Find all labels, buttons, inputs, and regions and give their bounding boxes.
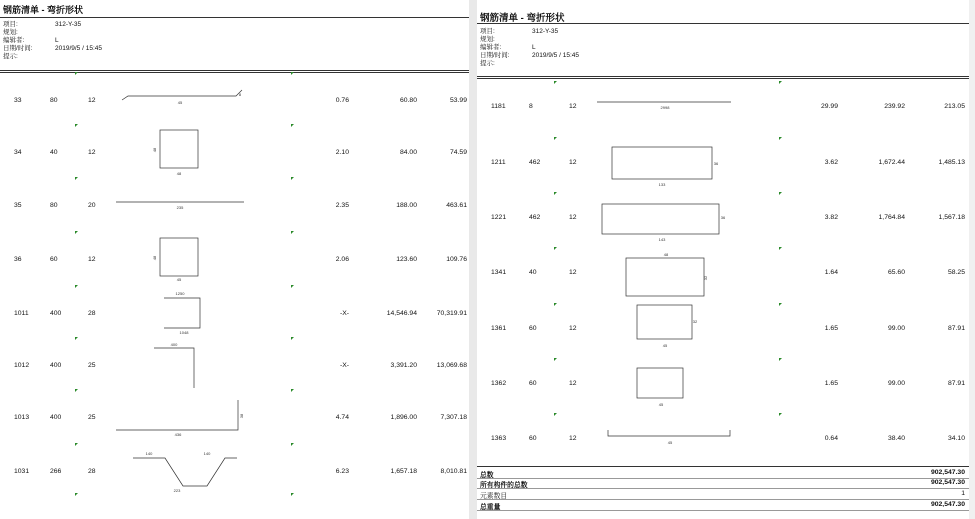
cell-n: 60 <box>50 256 58 263</box>
cell-n: 40 <box>50 149 58 156</box>
cell-len: 3.62 <box>824 159 838 166</box>
cell-n: 80 <box>50 97 58 104</box>
bend-shape-diagram <box>114 198 248 212</box>
cell-weight: 87.91 <box>947 380 965 387</box>
cell-weight: 1,485.13 <box>938 159 965 166</box>
cell-len: 2.10 <box>335 149 349 156</box>
cell-weight: 7,307.18 <box>440 414 467 421</box>
cell-n: 400 <box>50 414 62 421</box>
table-row <box>477 269 975 279</box>
dimension-label: 32 <box>692 319 698 324</box>
dimension-label: 45 <box>658 402 664 407</box>
marker-flag-icon <box>291 177 294 180</box>
cell-d: 12 <box>569 269 577 276</box>
bend-shape-diagram <box>150 342 200 390</box>
cell-weight: 109.76 <box>446 256 467 263</box>
dimension-label: 45 <box>662 343 668 348</box>
cell-len: 3.82 <box>824 214 838 221</box>
cell-pos: 1221 <box>491 214 507 221</box>
marker-flag-icon <box>554 358 557 361</box>
dimension-label: 8 <box>238 92 242 97</box>
divider <box>0 72 469 73</box>
cell-weight: 13,069.68 <box>436 362 467 369</box>
dimension-label: 36 <box>713 161 719 166</box>
cell-len: 1.65 <box>824 325 838 332</box>
bend-shape-diagram <box>114 398 248 440</box>
summary-value: 1 <box>961 490 965 497</box>
cell-n: 80 <box>50 202 58 209</box>
marker-flag-icon <box>75 285 78 288</box>
cell-pos: 1181 <box>491 103 506 110</box>
doc-title: 钢筋清单 - 弯折形状 <box>3 5 83 15</box>
cell-len: 0.64 <box>824 435 838 442</box>
doc-title: 钢筋清单 - 弯折形状 <box>480 13 565 24</box>
cell-d: 12 <box>88 97 96 104</box>
cell-pos: 34 <box>14 149 22 156</box>
cell-weight: 58.25 <box>947 269 965 276</box>
marker-flag-icon <box>291 493 294 496</box>
cell-len: 1.64 <box>824 269 838 276</box>
cell-n: 400 <box>50 362 62 369</box>
cell-total: 1,896.00 <box>390 414 417 421</box>
divider <box>477 23 975 24</box>
marker-flag-icon <box>779 192 782 195</box>
divider <box>477 78 975 79</box>
dimension-label: 143 <box>658 237 666 242</box>
cell-n: 266 <box>50 468 62 475</box>
summary-value: 902,547.30 <box>930 469 965 476</box>
cell-total: 239.92 <box>884 103 905 110</box>
cell-n: 60 <box>529 380 537 387</box>
dimension-label: 36 <box>720 215 726 220</box>
cell-d: 12 <box>569 103 577 110</box>
marker-flag-icon <box>75 443 78 446</box>
marker-flag-icon <box>291 443 294 446</box>
bend-shape-diagram <box>635 303 697 349</box>
cell-len: -X- <box>339 362 349 369</box>
summary-label: 总重量 <box>480 504 501 511</box>
summary-label: 总数 <box>480 472 494 479</box>
cell-n: 40 <box>529 269 537 276</box>
table-row <box>477 159 975 169</box>
marker-flag-icon <box>75 493 78 496</box>
cell-n: 400 <box>50 310 62 317</box>
marker-flag-icon <box>75 177 78 180</box>
cell-weight: 34.10 <box>947 435 965 442</box>
marker-flag-icon <box>554 192 557 195</box>
cell-d: 12 <box>569 325 577 332</box>
dimension-label: 1048 <box>179 330 189 335</box>
table-row <box>0 256 469 266</box>
marker-flag-icon <box>291 389 294 392</box>
cell-d: 12 <box>88 149 96 156</box>
marker-flag-icon <box>554 137 557 140</box>
dimension-label: 436 <box>174 432 182 437</box>
divider <box>0 17 469 18</box>
cell-weight: 463.61 <box>446 202 467 209</box>
cell-total: 188.00 <box>396 202 417 209</box>
marker-flag-icon <box>554 247 557 250</box>
cell-d: 12 <box>569 214 577 221</box>
bend-shape-diagram <box>622 252 708 298</box>
divider <box>477 76 975 77</box>
cell-weight: 1,567.18 <box>938 214 965 221</box>
meta-block: 项目: 312-Y-35 规划: 编辑者: L 日期/时间: 2019/9/5 / 15:45 提示: <box>480 28 579 67</box>
table-row <box>0 310 469 320</box>
cell-weight: 8,010.81 <box>440 468 467 475</box>
dimension-label: 2998 <box>660 105 670 110</box>
cell-total: 1,764.84 <box>878 214 905 221</box>
marker-flag-icon <box>75 337 78 340</box>
meta-block: 项目: 312-Y-35 规划: 编辑者: L 日期/时间: 2019/9/5 / 15:45 提示: <box>3 21 102 60</box>
bend-shape-diagram <box>125 448 235 494</box>
marker-flag-icon <box>75 72 78 75</box>
divider <box>477 488 975 489</box>
cell-pos: 1013 <box>14 414 30 421</box>
divider <box>477 466 975 467</box>
bend-shape-diagram <box>118 88 248 112</box>
bend-shape-diagram <box>595 98 735 110</box>
table-row <box>477 380 975 390</box>
cell-pos: 1341 <box>491 269 507 276</box>
cell-total: 1,672.44 <box>878 159 905 166</box>
cell-weight: 213.05 <box>944 103 965 110</box>
cell-n: 462 <box>529 214 541 221</box>
cell-total: 14,546.94 <box>386 310 417 317</box>
table-row <box>477 325 975 335</box>
cell-d: 25 <box>88 414 96 421</box>
cell-n: 8 <box>529 103 533 110</box>
cell-len: 4.74 <box>335 414 349 421</box>
cell-d: 12 <box>569 435 577 442</box>
cell-weight: 74.59 <box>449 149 467 156</box>
cell-pos: 1363 <box>491 435 507 442</box>
cell-total: 3,391.20 <box>390 362 417 369</box>
cell-d: 25 <box>88 362 96 369</box>
cell-pos: 1011 <box>14 310 29 317</box>
dimension-label: 38 <box>239 413 244 419</box>
cell-len: 6.23 <box>335 468 349 475</box>
marker-flag-icon <box>779 81 782 84</box>
table-row <box>0 149 469 159</box>
cell-d: 20 <box>88 202 96 209</box>
bend-shape-diagram <box>150 290 210 334</box>
cell-total: 123.60 <box>396 256 417 263</box>
cell-pos: 1361 <box>491 325 507 332</box>
dimension-label: 48 <box>152 147 157 153</box>
summary-value: 902,547.30 <box>930 501 965 508</box>
cell-n: 60 <box>529 435 537 442</box>
cell-len: 0.76 <box>335 97 349 104</box>
dimension-label: 45 <box>177 100 183 105</box>
summary-label: 元素数目 <box>480 493 508 500</box>
marker-flag-icon <box>554 413 557 416</box>
cell-len: -X- <box>339 310 349 317</box>
cell-n: 462 <box>529 159 541 166</box>
marker-flag-icon <box>291 72 294 75</box>
dimension-label: 140 <box>145 451 153 456</box>
bend-shape-diagram <box>600 197 728 241</box>
summary-value: 902,547.30 <box>930 479 965 486</box>
dimension-label: 32 <box>703 275 708 281</box>
cell-total: 99.00 <box>887 325 905 332</box>
cell-d: 28 <box>88 468 96 475</box>
bend-shape-diagram <box>150 128 210 176</box>
marker-flag-icon <box>779 413 782 416</box>
cell-weight: 53.99 <box>449 97 467 104</box>
marker-flag-icon <box>291 337 294 340</box>
dimension-label: 48 <box>152 255 157 261</box>
cell-len: 1.65 <box>824 380 838 387</box>
marker-flag-icon <box>75 124 78 127</box>
cell-weight: 87.91 <box>947 325 965 332</box>
cell-total: 99.00 <box>887 380 905 387</box>
dimension-label: 400 <box>170 342 178 347</box>
marker-flag-icon <box>291 231 294 234</box>
cell-pos: 1211 <box>491 159 506 166</box>
dimension-label: 235 <box>176 205 184 210</box>
cell-len: 2.06 <box>335 256 349 263</box>
dimension-label: 140 <box>203 451 211 456</box>
cell-pos: 1012 <box>14 362 30 369</box>
cell-total: 38.40 <box>887 435 905 442</box>
divider <box>477 499 975 500</box>
marker-flag-icon <box>779 303 782 306</box>
dimension-label: 1250 <box>175 291 185 296</box>
cell-d: 12 <box>88 256 96 263</box>
cell-d: 28 <box>88 310 96 317</box>
cell-len: 2.35 <box>335 202 349 209</box>
divider <box>477 510 975 511</box>
marker-flag-icon <box>554 303 557 306</box>
marker-flag-icon <box>291 285 294 288</box>
cell-pos: 36 <box>14 256 22 263</box>
left-page <box>0 0 469 519</box>
dimension-label: 45 <box>667 440 673 445</box>
bend-shape-diagram <box>150 236 210 284</box>
marker-flag-icon <box>75 389 78 392</box>
divider <box>0 70 469 71</box>
dimension-label: 45 <box>176 277 182 282</box>
bend-shape-diagram <box>600 428 736 450</box>
cell-total: 60.80 <box>399 97 417 104</box>
cell-n: 60 <box>529 325 537 332</box>
cell-d: 12 <box>569 159 577 166</box>
marker-flag-icon <box>554 81 557 84</box>
bend-shape-diagram <box>610 142 725 188</box>
marker-flag-icon <box>291 124 294 127</box>
cell-pos: 1362 <box>491 380 507 387</box>
cell-pos: 35 <box>14 202 22 209</box>
dimension-label: 48 <box>176 171 182 176</box>
dimension-label: 133 <box>658 182 666 187</box>
table-row <box>0 362 469 372</box>
bend-shape-diagram <box>635 364 691 408</box>
dimension-label: 223 <box>173 488 181 493</box>
marker-flag-icon <box>75 231 78 234</box>
cell-weight: 70,319.91 <box>436 310 467 317</box>
summary-label: 所有构件的总数 <box>480 482 528 489</box>
cell-total: 65.60 <box>887 269 905 276</box>
cell-len: 29.99 <box>820 103 838 110</box>
dimension-label: 48 <box>663 252 669 257</box>
marker-flag-icon <box>779 247 782 250</box>
cell-total: 84.00 <box>399 149 417 156</box>
marker-flag-icon <box>779 358 782 361</box>
marker-flag-icon <box>779 137 782 140</box>
cell-total: 1,657.18 <box>390 468 417 475</box>
cell-pos: 1031 <box>14 468 30 475</box>
cell-pos: 33 <box>14 97 22 104</box>
right-page <box>477 0 975 519</box>
cell-d: 12 <box>569 380 577 387</box>
